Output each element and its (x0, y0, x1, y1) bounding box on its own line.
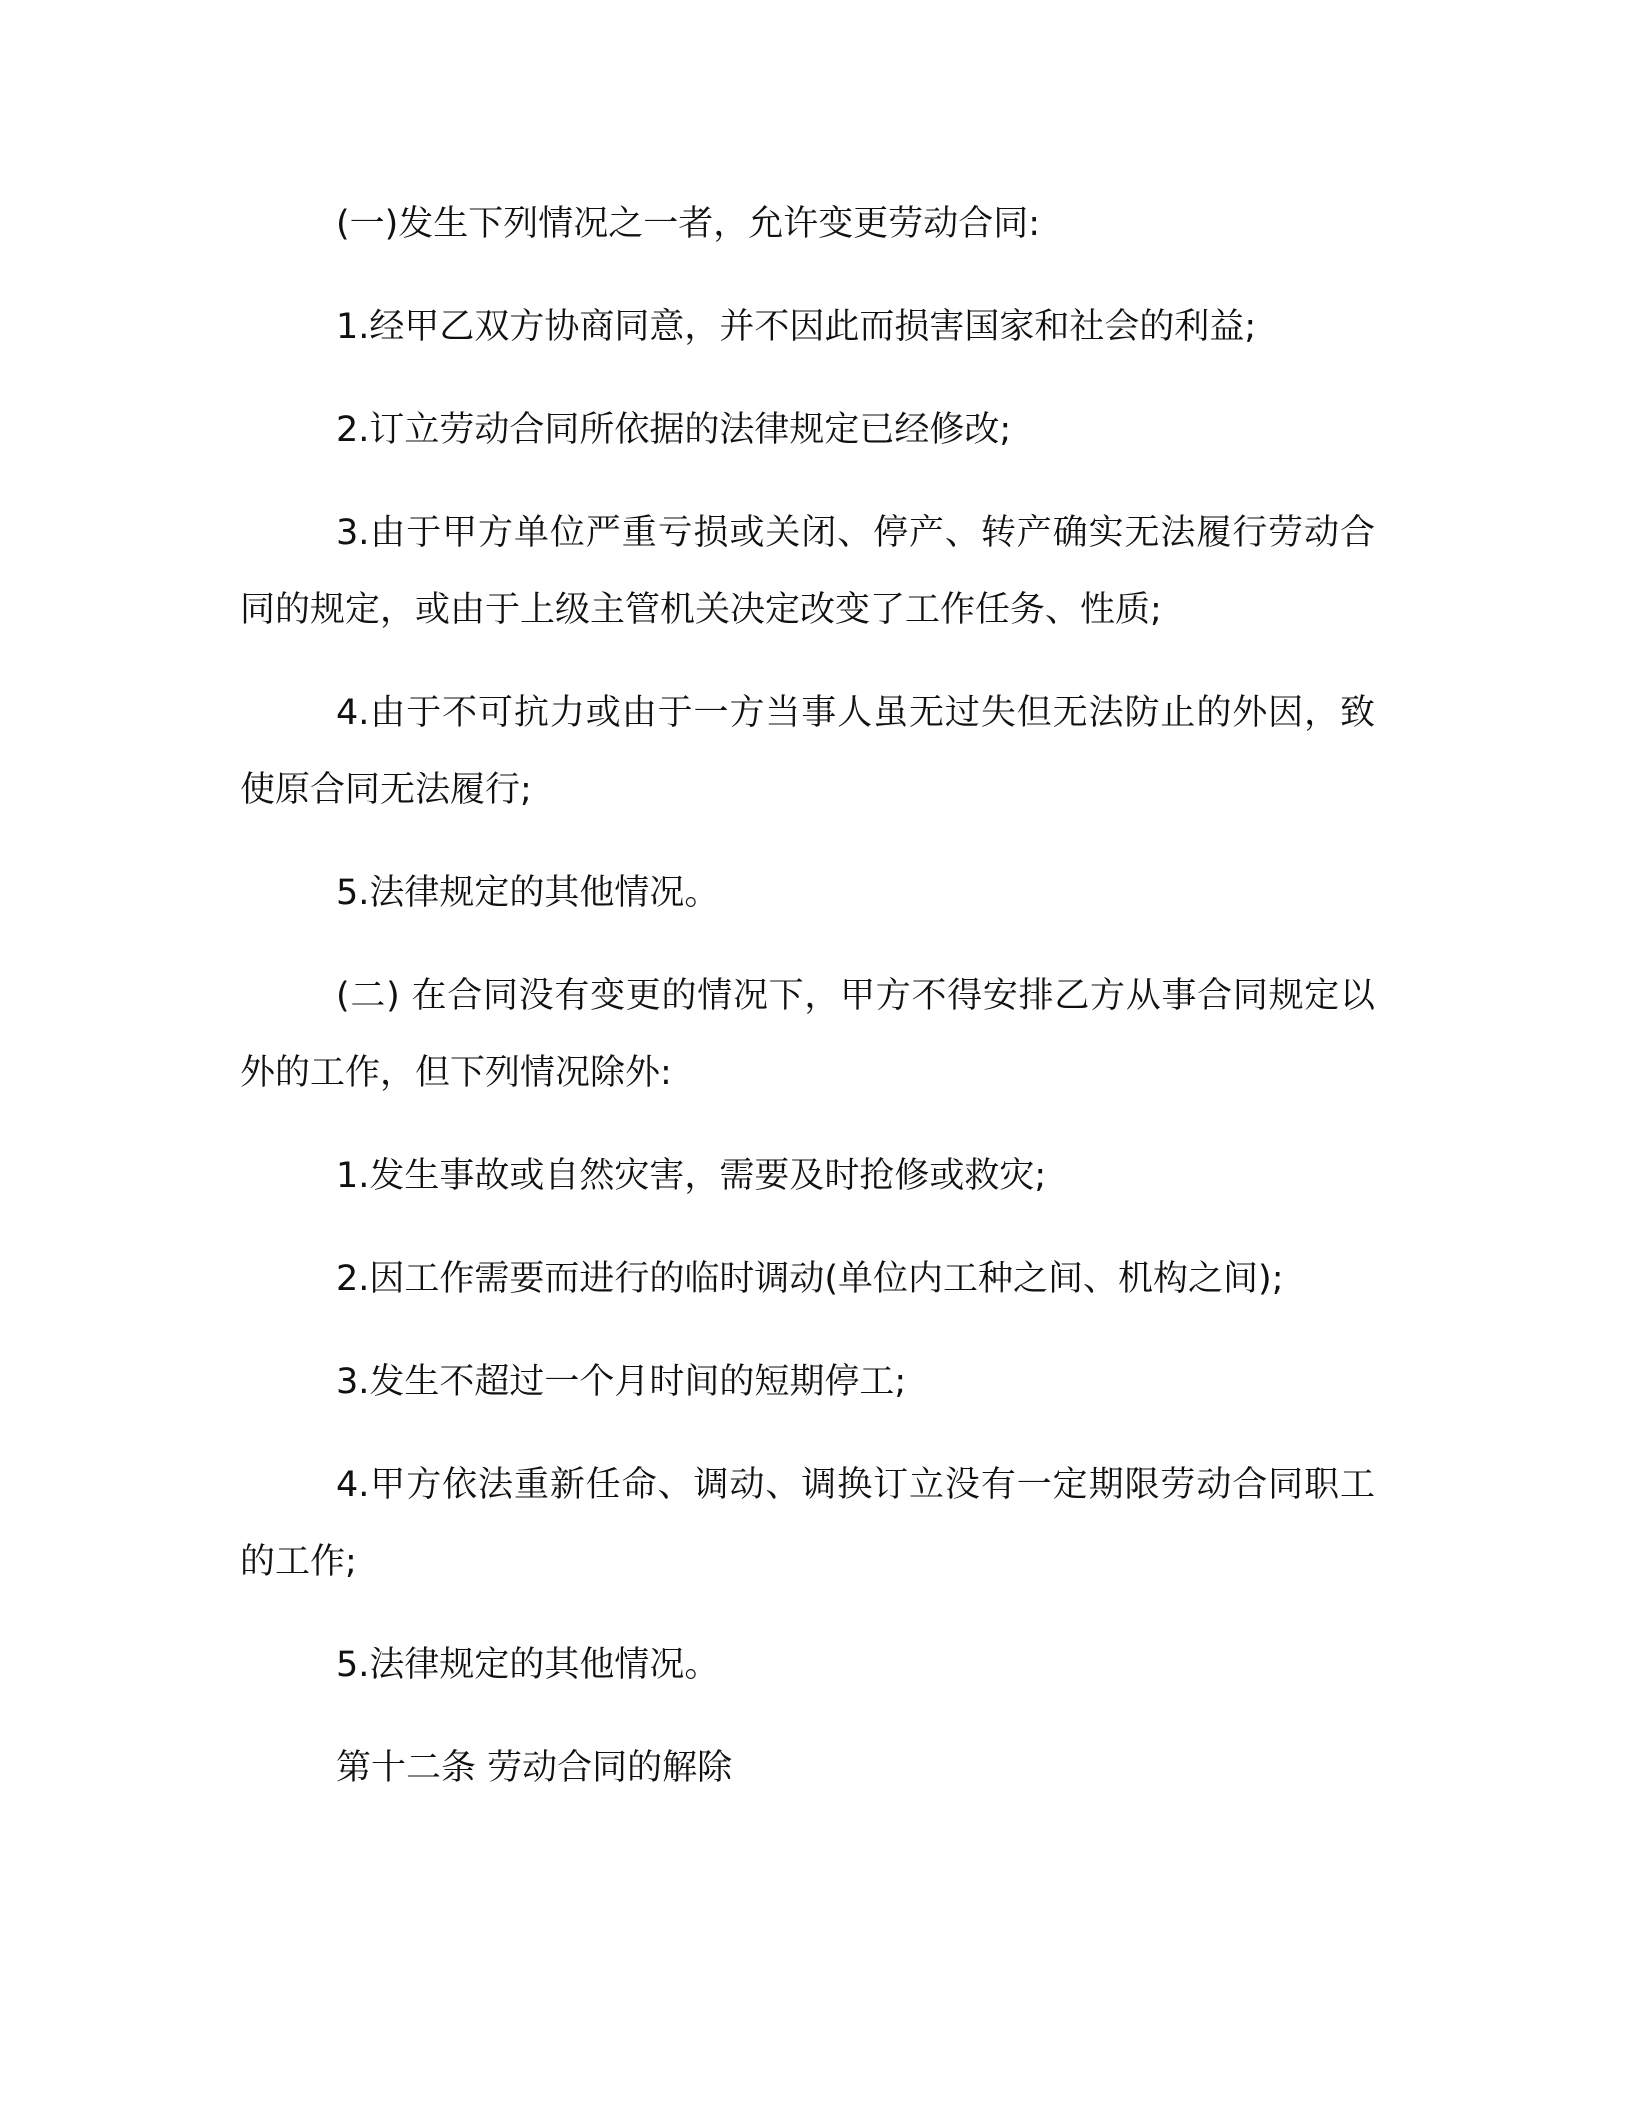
paragraph-change-item-2: 2.订立劳动合同所依据的法律规定已经修改; (336, 410, 1012, 450)
article-12-heading: 第十二条 劳动合同的解除 (336, 1748, 733, 1788)
document-body (240, 186, 1375, 1807)
paragraph-change-item-1: 1.经甲乙双方协商同意，并不因此而损害国家和社会的利益; (336, 307, 1257, 347)
paragraph-change-conditions-heading: (一)发生下列情况之一者，允许变更劳动合同: (336, 204, 1041, 244)
paragraph-exceptions-heading: (二) 在合同没有变更的情况下，甲方不得安排乙方从事合同规定以外的工作，但下列情况除外: (240, 976, 1375, 1093)
paragraph-exception-item-4: 4.甲方依法重新任命、调动、调换订立没有一定期限劳动合同职工的工作; (240, 1465, 1375, 1582)
paragraph-change-item-3: 3.由于甲方单位严重亏损或关闭、停产、转产确实无法履行劳动合同的规定，或由于上级主管机关决定改变了工作任务、性质; (240, 513, 1375, 630)
paragraph-exception-item-2: 2.因工作需要而进行的临时调动(单位内工种之间、机构之间); (336, 1259, 1284, 1299)
paragraph-change-item-5: 5.法律规定的其他情况。 (336, 873, 720, 913)
paragraph-exception-item-1: 1.发生事故或自然灾害，需要及时抢修或救灾; (336, 1156, 1047, 1196)
paragraph-change-item-4: 4.由于不可抗力或由于一方当事人虽无过失但无法防止的外因，致使原合同无法履行; (240, 693, 1375, 810)
paragraph-exception-item-3: 3.发生不超过一个月时间的短期停工; (336, 1362, 907, 1402)
paragraph-exception-item-5: 5.法律规定的其他情况。 (336, 1645, 720, 1685)
